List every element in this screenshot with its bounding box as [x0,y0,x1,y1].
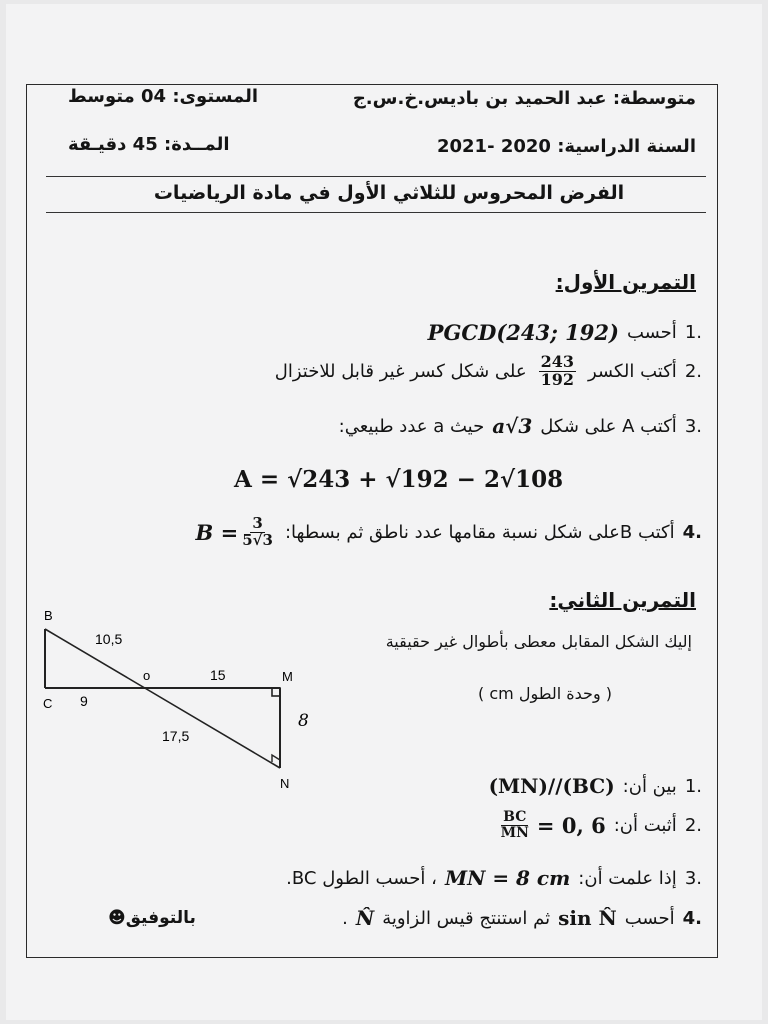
school-name: متوسطة: عبد الحميد بن باديس.خ.س.ج [352,88,696,109]
label-M: M [282,669,293,684]
ex2-q2-rhs: = 0, 6 [536,812,606,838]
ex1-q3-text-b: حيث a عدد طبيعي: [338,415,485,437]
ex2-q3-expr: MN = 8 cm [444,866,571,890]
ex1-q3-expr: a√3 [492,414,533,438]
ex2-q2-math [497,810,606,840]
label-B: B [44,608,53,623]
ex2-q2-numerator: BC [503,809,527,825]
right-angle-mark-M [272,688,280,696]
ex1-q4-lhs: B = [195,519,239,545]
ex1-q4-numerator: 3 [252,514,263,532]
ex2-question-2 [497,810,702,840]
ex1-q3-text-a: أكتب A على شكل [540,415,677,437]
ex2-q4-text-a: أحسب [624,907,675,929]
ex2-q3-text-a: إذا علمت أن: [578,867,677,889]
ex1-q1-number: .1 [684,322,702,343]
triangle-figure [32,602,322,802]
ex1-q4-math [196,516,277,549]
ex1-q2-numerator: 243 [540,352,574,371]
length-OM: 15 [210,667,226,683]
header-divider-top [46,176,706,177]
ex2-question-1 [489,774,702,798]
ex1-q1-expr: PGCD(243; 192) [427,320,619,345]
ex2-q4-expr1: sin N̂ [558,906,617,930]
ex1-q4-denominator: 5√3 [242,530,273,549]
ex1-q2-number: .2 [684,360,702,382]
label-O: o [143,668,151,683]
school-year: السنة الدراسية: 2020 -2021 [436,136,696,157]
ex1-q4-number: .4 [682,521,702,543]
ex2-q1-number: .1 [684,775,702,797]
label-N: N [280,776,290,791]
ex1-question-1 [428,320,702,345]
ex2-q2-denominator: MN [500,824,529,841]
ex2-question-3 [286,866,702,890]
handwritten-length: 8 [298,711,309,731]
exercise2-title: التمرين الثاني: [549,588,696,612]
ex2-q4-text-b: ثم استنتج قيس الزاوية [382,907,551,929]
ex1-q3-number: .3 [684,415,702,437]
level-label: المستوى: 04 متوسط [68,86,259,107]
ex1-question-3 [339,414,702,438]
ex1-q1-text: أحسب [626,322,677,343]
label-C: C [43,696,53,711]
ex2-q1-text: بين أن: [622,775,677,797]
ex2-question-4 [342,906,702,930]
ex1-q4-text: أكتب Bعلى شكل نسبة مقامها عدد ناطق ثم بسطها: [284,521,675,543]
ex2-q3-text-b: ، أحسب الطول BC. [286,867,437,889]
ex1-question-4 [196,516,702,549]
angle-mark-N [272,755,280,762]
ex2-q2-fraction [501,810,529,840]
header-divider-bottom [46,212,706,213]
ex2-intro: إليك الشكل المقابل معطى بأطوال غير حقيقية [385,632,692,651]
ex2-q4-number: .4 [682,907,702,929]
ex1-question-2 [275,354,702,389]
length-BO: 10,5 [95,631,123,647]
ex1-q2-text-a: أكتب الكسر [587,360,677,382]
ex2-q2-text: أثبت أن: [613,814,677,836]
closing-wish: بالتوفيق☻ [108,908,196,928]
ex1-q2-denominator: 192 [540,369,574,389]
ex2-q4-text-c: . [342,907,348,929]
exam-sheet [6,4,762,1020]
ex2-q2-number: .2 [684,814,702,836]
ex1-q2-text-b: على شكل كسر غير قابل للاختزال [274,360,527,382]
length-CO: 9 [80,693,88,709]
ex1-equation: A = √243 + √192 − 2√108 [234,466,564,493]
exam-title: الفرض المحروس للثلاثي الأول في مادة الرياضيات [153,182,625,204]
ex2-q3-number: .3 [684,867,702,889]
ex1-q2-fraction [539,354,576,389]
ex1-q4-fraction [242,516,273,549]
ex2-q4-expr2: N̂ [355,906,375,930]
duration-label: المــدة: 45 دقيـقة [68,134,230,155]
length-ON: 17,5 [162,728,190,744]
ex2-unit: ( وحدة الطول cm ) [478,684,612,703]
ex2-q1-expr: (MN)//(BC) [488,774,615,798]
exercise1-title: التمرين الأول: [555,270,696,294]
